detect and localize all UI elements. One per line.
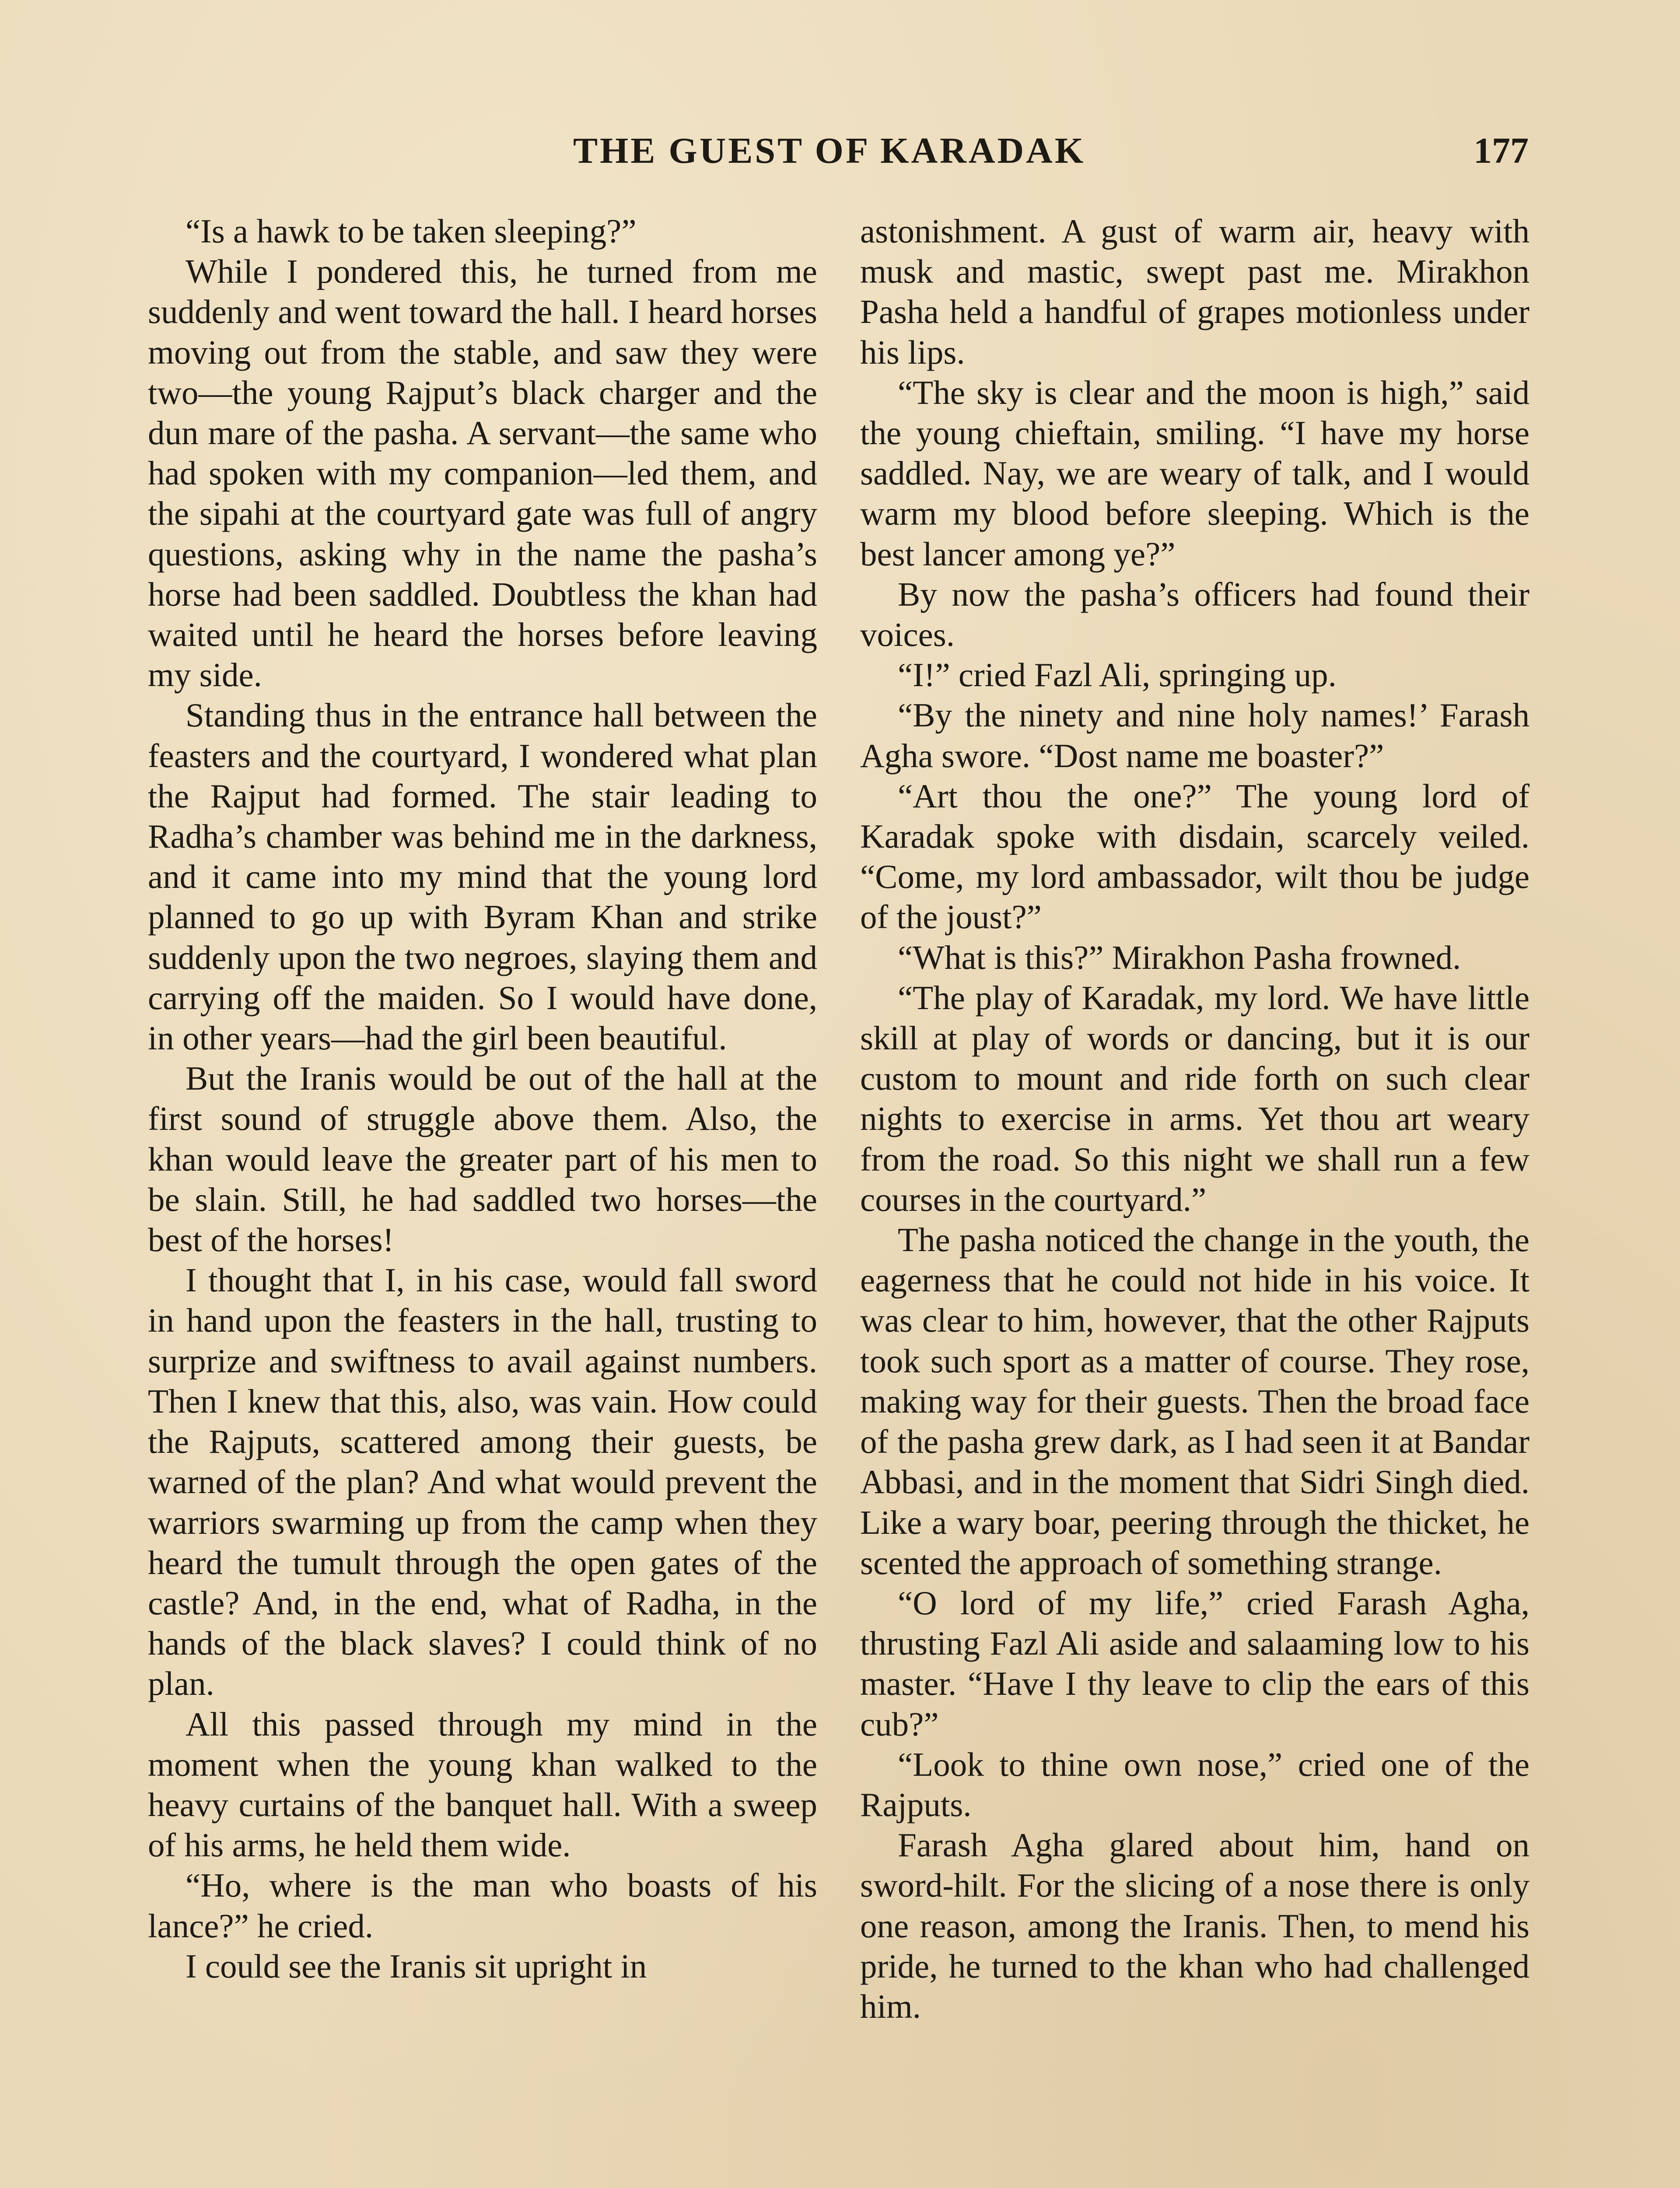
paragraph: “Is a hawk to be taken sleeping?” bbox=[186, 212, 637, 250]
right-column bbox=[860, 211, 1530, 2027]
left-column bbox=[148, 211, 817, 1986]
paragraph: While I pondered this, he turned from me suddenly and went toward the hall. I heard horses moving out from the stable, and saw they were two—the young Rajput’s black charger and the dun mare of the pasha. A servant—the same who had spoken with my companion—led them, and the sipahi at the courtyard gate was full of angry questions, asking why in the name the pasha’s horse had been saddled. Doubtless the khan had waited until he heard the horses before leaving my side. bbox=[148, 252, 817, 694]
paragraph: The pasha noticed the change in the youth, the eagerness that he could not hide in his voice. It was clear to him, however, that the other Rajputs took such sport as a matter of course. They rose, making way for their guests. Then the broad face of the pasha grew dark, as I had seen it at Bandar Abbasi, and in the moment that Sidri Singh died. Like a wary boar, peering through the thicket, he scented the approach of something strange. bbox=[860, 1221, 1530, 1581]
paragraph: All this passed through my mind in the moment when the young khan walked to the heavy curtains of the banquet hall. With a sweep of his arms, he held them wide. bbox=[148, 1705, 817, 1864]
paragraph: But the Iranis would be out of the hall at the first sound of struggle above them. Also, the khan would leave the greater part of his men to be slain. Still, he had saddled two horses—the best of the horses! bbox=[148, 1059, 817, 1259]
paragraph: “What is this?” Mirakhon Pasha frowned. bbox=[898, 938, 1461, 976]
paragraph: “The play of Karadak, my lord. We have little skill at play of words or dancing, but it is our custom to mount and ride forth on such clear nights to exercise in arms. Yet thou art weary from the road. So this night we shall run a few courses in the courtyard.” bbox=[860, 978, 1530, 1218]
paragraph: “Look to thine own nose,” cried one of the Rajputs. bbox=[860, 1745, 1530, 1823]
running-head: THE GUEST OF KARADAK bbox=[573, 130, 1086, 171]
paragraph: I could see the Iranis sit upright in bbox=[186, 1947, 647, 1985]
paragraph: “By the ninety and nine holy names!’ Farash Agha swore. “Dost name me boaster?” bbox=[860, 696, 1530, 775]
page-number: 177 bbox=[1474, 130, 1529, 171]
paragraph: Farash Agha glared about him, hand on sword-hilt. For the slicing of a nose there is only one reason, among the Iranis. Then, to mend his pride, he turned to the khan who had challenged him. bbox=[860, 1826, 1530, 2025]
paragraph: I thought that I, in his case, would fall sword in hand upon the feasters in the hall, trusting to surprize and swiftness to avail against numbers. Then I knew that this, also, was vain. How could the Rajputs, scattered among their guests, be warned of the plan? And what would prevent the warriors swarming up from the camp when they heard the tumult through the open gates of the castle? And, in the end, what of Radha, in the hands of the black slaves? I could think of no plan. bbox=[148, 1261, 817, 1703]
paragraph-continued: astonishment. A gust of warm air, heavy with musk and mastic, swept past me. Mirakhon Pasha held a handful of grapes motionless under his lips. bbox=[860, 212, 1530, 371]
paragraph: “O lord of my life,” cried Farash Agha, thrusting Fazl Ali aside and salaaming low to his master. “Have I thy leave to clip the ears of this cub?” bbox=[860, 1584, 1530, 1743]
paragraph: “The sky is clear and the moon is high,” said the young chieftain, smiling. “I have my horse saddled. Nay, we are weary of talk, and I would warm my blood before sleeping. Which is the best lancer among ye?” bbox=[860, 373, 1530, 573]
paragraph: Standing thus in the entrance hall between the feasters and the courtyard, I wondered what plan the Rajput had formed. The stair leading to Radha’s chamber was behind me in the darkness, and it came into my mind that the young lord planned to go up with Byram Khan and strike suddenly upon the two negroes, slaying them and carrying off the maiden. So I would have done, in other years—had the girl been beautiful. bbox=[148, 696, 817, 1057]
paragraph: By now the pasha’s officers had found their voices. bbox=[860, 575, 1530, 654]
paragraph: “Art thou the one?” The young lord of Karadak spoke with disdain, scarcely veiled. “Come, my lord ambassador, wilt thou be judge of the joust?” bbox=[860, 777, 1530, 936]
paragraph: “I!” cried Fazl Ali, springing up. bbox=[898, 656, 1337, 694]
paragraph: “Ho, where is the man who boasts of his lance?” he cried. bbox=[148, 1866, 817, 1945]
